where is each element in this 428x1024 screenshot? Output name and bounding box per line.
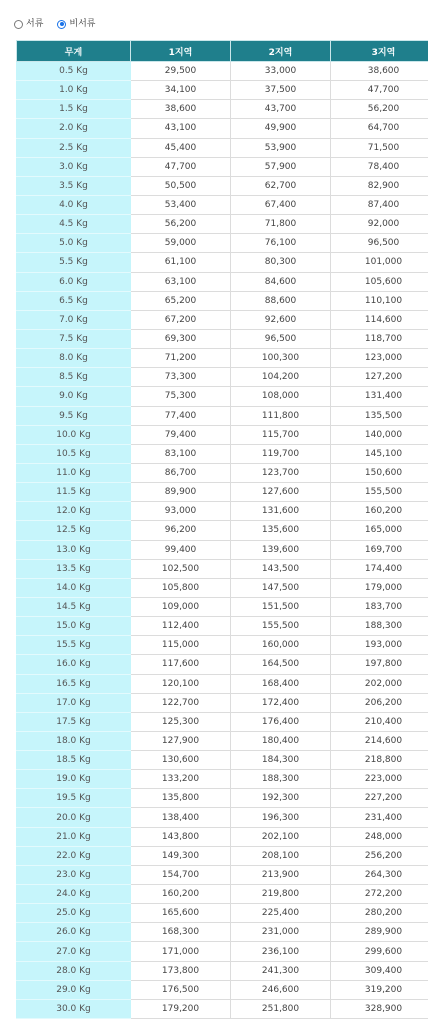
table-row	[17, 846, 428, 865]
table-row	[17, 655, 428, 674]
zone-3-rate-cell: 78,400	[331, 157, 428, 176]
zone-3-rate-cell: 183,700	[331, 597, 428, 616]
zone-1-rate-cell: 61,100	[131, 253, 231, 272]
table-row	[17, 368, 428, 387]
zone-1-rate-cell: 133,200	[131, 770, 231, 789]
weight-cell: 6.0 Kg	[17, 272, 131, 291]
zone-3-rate-cell: 264,300	[331, 865, 428, 884]
zone-1-rate-cell: 160,200	[131, 885, 231, 904]
header-zone-3: 3지역	[331, 41, 428, 62]
zone-3-rate-cell: 64,700	[331, 119, 428, 138]
zone-3-rate-cell: 110,100	[331, 291, 428, 310]
zone-1-rate-cell: 83,100	[131, 444, 231, 463]
weight-cell: 7.0 Kg	[17, 310, 131, 329]
weight-cell: 15.5 Kg	[17, 636, 131, 655]
zone-2-rate-cell: 62,700	[231, 176, 331, 195]
zone-2-rate-cell: 151,500	[231, 597, 331, 616]
zone-1-rate-cell: 171,000	[131, 942, 231, 961]
zone-3-rate-cell: 96,500	[331, 234, 428, 253]
table-row	[17, 119, 428, 138]
shipping-rate-table	[16, 40, 428, 1019]
table-row	[17, 636, 428, 655]
table-row	[17, 253, 428, 272]
zone-2-rate-cell: 172,400	[231, 693, 331, 712]
zone-2-rate-cell: 92,600	[231, 310, 331, 329]
table-row	[17, 999, 428, 1018]
zone-2-rate-cell: 111,800	[231, 406, 331, 425]
zone-3-rate-cell: 87,400	[331, 195, 428, 214]
zone-2-rate-cell: 84,600	[231, 272, 331, 291]
zone-2-rate-cell: 88,600	[231, 291, 331, 310]
table-row	[17, 980, 428, 999]
radio-documents-circle[interactable]	[14, 20, 23, 29]
zone-2-rate-cell: 53,900	[231, 138, 331, 157]
table-row	[17, 234, 428, 253]
zone-1-rate-cell: 47,700	[131, 157, 231, 176]
zone-3-rate-cell: 140,000	[331, 425, 428, 444]
table-row	[17, 176, 428, 195]
zone-3-rate-cell: 56,200	[331, 100, 428, 119]
zone-2-rate-cell: 49,900	[231, 119, 331, 138]
weight-cell: 3.5 Kg	[17, 176, 131, 195]
weight-cell: 20.0 Kg	[17, 808, 131, 827]
zone-1-rate-cell: 43,100	[131, 119, 231, 138]
zone-3-rate-cell: 150,600	[331, 463, 428, 482]
weight-cell: 21.0 Kg	[17, 827, 131, 846]
table-row	[17, 502, 428, 521]
zone-1-rate-cell: 120,100	[131, 674, 231, 693]
weight-cell: 24.0 Kg	[17, 885, 131, 904]
weight-cell: 25.0 Kg	[17, 904, 131, 923]
weight-cell: 10.5 Kg	[17, 444, 131, 463]
zone-2-rate-cell: 71,800	[231, 215, 331, 234]
radio-non-documents-circle[interactable]	[57, 20, 66, 29]
table-row	[17, 923, 428, 942]
document-type-radio-group	[14, 16, 109, 32]
weight-cell: 5.0 Kg	[17, 234, 131, 253]
weight-cell: 3.0 Kg	[17, 157, 131, 176]
table-row	[17, 215, 428, 234]
table-row	[17, 674, 428, 693]
table-row	[17, 597, 428, 616]
weight-cell: 14.5 Kg	[17, 597, 131, 616]
weight-cell: 30.0 Kg	[17, 999, 131, 1018]
weight-cell: 26.0 Kg	[17, 923, 131, 942]
zone-2-rate-cell: 123,700	[231, 463, 331, 482]
zone-1-rate-cell: 34,100	[131, 81, 231, 100]
zone-1-rate-cell: 79,400	[131, 425, 231, 444]
weight-cell: 13.5 Kg	[17, 559, 131, 578]
weight-cell: 1.0 Kg	[17, 81, 131, 100]
table-row	[17, 310, 428, 329]
zone-3-rate-cell: 38,600	[331, 62, 428, 81]
zone-2-rate-cell: 184,300	[231, 751, 331, 770]
zone-3-rate-cell: 197,800	[331, 655, 428, 674]
zone-2-rate-cell: 208,100	[231, 846, 331, 865]
zone-3-rate-cell: 280,200	[331, 904, 428, 923]
zone-3-rate-cell: 160,200	[331, 502, 428, 521]
zone-3-rate-cell: 319,200	[331, 980, 428, 999]
zone-1-rate-cell: 138,400	[131, 808, 231, 827]
zone-3-rate-cell: 131,400	[331, 387, 428, 406]
zone-3-rate-cell: 210,400	[331, 712, 428, 731]
zone-1-rate-cell: 143,800	[131, 827, 231, 846]
zone-3-rate-cell: 101,000	[331, 253, 428, 272]
zone-2-rate-cell: 225,400	[231, 904, 331, 923]
zone-2-rate-cell: 196,300	[231, 808, 331, 827]
zone-2-rate-cell: 168,400	[231, 674, 331, 693]
zone-2-rate-cell: 104,200	[231, 368, 331, 387]
zone-2-rate-cell: 155,500	[231, 617, 331, 636]
zone-1-rate-cell: 89,900	[131, 483, 231, 502]
zone-1-rate-cell: 77,400	[131, 406, 231, 425]
weight-cell: 2.5 Kg	[17, 138, 131, 157]
zone-3-rate-cell: 123,000	[331, 349, 428, 368]
weight-cell: 16.5 Kg	[17, 674, 131, 693]
zone-3-rate-cell: 127,200	[331, 368, 428, 387]
zone-1-rate-cell: 29,500	[131, 62, 231, 81]
zone-3-rate-cell: 248,000	[331, 827, 428, 846]
weight-cell: 9.5 Kg	[17, 406, 131, 425]
zone-2-rate-cell: 147,500	[231, 578, 331, 597]
zone-3-rate-cell: 47,700	[331, 81, 428, 100]
table-row	[17, 578, 428, 597]
zone-2-rate-cell: 96,500	[231, 329, 331, 348]
zone-3-rate-cell: 218,800	[331, 751, 428, 770]
weight-cell: 5.5 Kg	[17, 253, 131, 272]
table-row	[17, 693, 428, 712]
zone-2-rate-cell: 251,800	[231, 999, 331, 1018]
header-zone-1: 1지역	[131, 41, 231, 62]
table-row	[17, 885, 428, 904]
table-header-row	[17, 41, 428, 62]
radio-non-documents[interactable]	[57, 19, 95, 29]
weight-cell: 8.5 Kg	[17, 368, 131, 387]
zone-1-rate-cell: 127,900	[131, 731, 231, 750]
zone-3-rate-cell: 289,900	[331, 923, 428, 942]
zone-1-rate-cell: 149,300	[131, 846, 231, 865]
zone-2-rate-cell: 160,000	[231, 636, 331, 655]
zone-2-rate-cell: 213,900	[231, 865, 331, 884]
zone-1-rate-cell: 99,400	[131, 540, 231, 559]
zone-2-rate-cell: 246,600	[231, 980, 331, 999]
zone-1-rate-cell: 93,000	[131, 502, 231, 521]
weight-cell: 27.0 Kg	[17, 942, 131, 961]
zone-3-rate-cell: 206,200	[331, 693, 428, 712]
weight-cell: 4.5 Kg	[17, 215, 131, 234]
weight-cell: 9.0 Kg	[17, 387, 131, 406]
zone-3-rate-cell: 202,000	[331, 674, 428, 693]
header-zone-2: 2지역	[231, 41, 331, 62]
zone-1-rate-cell: 65,200	[131, 291, 231, 310]
zone-2-rate-cell: 219,800	[231, 885, 331, 904]
weight-cell: 19.0 Kg	[17, 770, 131, 789]
table-row	[17, 100, 428, 119]
zone-1-rate-cell: 154,700	[131, 865, 231, 884]
zone-3-rate-cell: 214,600	[331, 731, 428, 750]
zone-1-rate-cell: 102,500	[131, 559, 231, 578]
zone-3-rate-cell: 169,700	[331, 540, 428, 559]
weight-cell: 4.0 Kg	[17, 195, 131, 214]
weight-cell: 28.0 Kg	[17, 961, 131, 980]
table-row	[17, 712, 428, 731]
zone-1-rate-cell: 165,600	[131, 904, 231, 923]
zone-3-rate-cell: 135,500	[331, 406, 428, 425]
table-row	[17, 138, 428, 157]
zone-2-rate-cell: 135,600	[231, 521, 331, 540]
zone-1-rate-cell: 67,200	[131, 310, 231, 329]
zone-2-rate-cell: 131,600	[231, 502, 331, 521]
zone-3-rate-cell: 105,600	[331, 272, 428, 291]
weight-cell: 2.0 Kg	[17, 119, 131, 138]
zone-1-rate-cell: 112,400	[131, 617, 231, 636]
zone-2-rate-cell: 202,100	[231, 827, 331, 846]
table-row	[17, 157, 428, 176]
zone-1-rate-cell: 135,800	[131, 789, 231, 808]
zone-3-rate-cell: 193,000	[331, 636, 428, 655]
zone-2-rate-cell: 180,400	[231, 731, 331, 750]
zone-3-rate-cell: 92,000	[331, 215, 428, 234]
zone-3-rate-cell: 82,900	[331, 176, 428, 195]
weight-cell: 23.0 Kg	[17, 865, 131, 884]
table-row	[17, 808, 428, 827]
weight-cell: 19.5 Kg	[17, 789, 131, 808]
weight-cell: 17.5 Kg	[17, 712, 131, 731]
zone-3-rate-cell: 174,400	[331, 559, 428, 578]
weight-cell: 18.0 Kg	[17, 731, 131, 750]
table-row	[17, 961, 428, 980]
zone-3-rate-cell: 145,100	[331, 444, 428, 463]
radio-non-documents-label: 비서류	[69, 19, 96, 29]
table-row	[17, 751, 428, 770]
zone-1-rate-cell: 96,200	[131, 521, 231, 540]
table-row	[17, 521, 428, 540]
zone-2-rate-cell: 139,600	[231, 540, 331, 559]
weight-cell: 16.0 Kg	[17, 655, 131, 674]
table-row	[17, 904, 428, 923]
table-row	[17, 540, 428, 559]
weight-cell: 7.5 Kg	[17, 329, 131, 348]
zone-3-rate-cell: 309,400	[331, 961, 428, 980]
zone-1-rate-cell: 59,000	[131, 234, 231, 253]
zone-1-rate-cell: 86,700	[131, 463, 231, 482]
weight-cell: 17.0 Kg	[17, 693, 131, 712]
zone-2-rate-cell: 33,000	[231, 62, 331, 81]
zone-1-rate-cell: 69,300	[131, 329, 231, 348]
zone-3-rate-cell: 299,600	[331, 942, 428, 961]
zone-2-rate-cell: 115,700	[231, 425, 331, 444]
table-row	[17, 387, 428, 406]
table-row	[17, 483, 428, 502]
zone-2-rate-cell: 188,300	[231, 770, 331, 789]
zone-2-rate-cell: 176,400	[231, 712, 331, 731]
table-row	[17, 731, 428, 750]
table-row	[17, 463, 428, 482]
weight-cell: 18.5 Kg	[17, 751, 131, 770]
zone-1-rate-cell: 56,200	[131, 215, 231, 234]
zone-1-rate-cell: 109,000	[131, 597, 231, 616]
table-row	[17, 329, 428, 348]
table-body	[17, 62, 428, 1019]
zone-1-rate-cell: 105,800	[131, 578, 231, 597]
zone-2-rate-cell: 67,400	[231, 195, 331, 214]
zone-3-rate-cell: 272,200	[331, 885, 428, 904]
weight-cell: 22.0 Kg	[17, 846, 131, 865]
zone-3-rate-cell: 118,700	[331, 329, 428, 348]
table-row	[17, 827, 428, 846]
radio-documents[interactable]	[14, 19, 43, 29]
weight-cell: 8.0 Kg	[17, 349, 131, 368]
zone-1-rate-cell: 168,300	[131, 923, 231, 942]
zone-3-rate-cell: 188,300	[331, 617, 428, 636]
zone-1-rate-cell: 115,000	[131, 636, 231, 655]
zone-2-rate-cell: 37,500	[231, 81, 331, 100]
table-row	[17, 272, 428, 291]
weight-cell: 12.5 Kg	[17, 521, 131, 540]
table-row	[17, 617, 428, 636]
zone-1-rate-cell: 50,500	[131, 176, 231, 195]
zone-2-rate-cell: 108,000	[231, 387, 331, 406]
weight-cell: 29.0 Kg	[17, 980, 131, 999]
zone-2-rate-cell: 192,300	[231, 789, 331, 808]
radio-documents-label: 서류	[26, 19, 44, 29]
zone-3-rate-cell: 223,000	[331, 770, 428, 789]
zone-2-rate-cell: 80,300	[231, 253, 331, 272]
weight-cell: 13.0 Kg	[17, 540, 131, 559]
zone-1-rate-cell: 38,600	[131, 100, 231, 119]
zone-2-rate-cell: 119,700	[231, 444, 331, 463]
table-row	[17, 291, 428, 310]
zone-2-rate-cell: 43,700	[231, 100, 331, 119]
zone-1-rate-cell: 173,800	[131, 961, 231, 980]
zone-2-rate-cell: 241,300	[231, 961, 331, 980]
zone-3-rate-cell: 328,900	[331, 999, 428, 1018]
zone-1-rate-cell: 176,500	[131, 980, 231, 999]
weight-cell: 11.5 Kg	[17, 483, 131, 502]
weight-cell: 0.5 Kg	[17, 62, 131, 81]
table-row	[17, 62, 428, 81]
zone-2-rate-cell: 100,300	[231, 349, 331, 368]
zone-3-rate-cell: 179,000	[331, 578, 428, 597]
zone-1-rate-cell: 73,300	[131, 368, 231, 387]
zone-3-rate-cell: 256,200	[331, 846, 428, 865]
header-weight: 무게	[17, 41, 131, 62]
zone-2-rate-cell: 127,600	[231, 483, 331, 502]
weight-cell: 6.5 Kg	[17, 291, 131, 310]
table-row	[17, 195, 428, 214]
zone-2-rate-cell: 57,900	[231, 157, 331, 176]
table-row	[17, 942, 428, 961]
table-row	[17, 349, 428, 368]
weight-cell: 12.0 Kg	[17, 502, 131, 521]
table-row	[17, 865, 428, 884]
table-row	[17, 559, 428, 578]
zone-3-rate-cell: 231,400	[331, 808, 428, 827]
table-row	[17, 444, 428, 463]
weight-cell: 14.0 Kg	[17, 578, 131, 597]
zone-2-rate-cell: 231,000	[231, 923, 331, 942]
zone-1-rate-cell: 53,400	[131, 195, 231, 214]
zone-3-rate-cell: 114,600	[331, 310, 428, 329]
zone-2-rate-cell: 76,100	[231, 234, 331, 253]
zone-1-rate-cell: 122,700	[131, 693, 231, 712]
zone-1-rate-cell: 117,600	[131, 655, 231, 674]
weight-cell: 15.0 Kg	[17, 617, 131, 636]
zone-3-rate-cell: 71,500	[331, 138, 428, 157]
table-row	[17, 770, 428, 789]
table-row	[17, 789, 428, 808]
zone-1-rate-cell: 45,400	[131, 138, 231, 157]
zone-1-rate-cell: 75,300	[131, 387, 231, 406]
table-row	[17, 406, 428, 425]
weight-cell: 1.5 Kg	[17, 100, 131, 119]
zone-1-rate-cell: 63,100	[131, 272, 231, 291]
table-row	[17, 425, 428, 444]
zone-2-rate-cell: 143,500	[231, 559, 331, 578]
zone-3-rate-cell: 227,200	[331, 789, 428, 808]
zone-1-rate-cell: 130,600	[131, 751, 231, 770]
zone-1-rate-cell: 125,300	[131, 712, 231, 731]
zone-1-rate-cell: 179,200	[131, 999, 231, 1018]
table-row	[17, 81, 428, 100]
zone-3-rate-cell: 155,500	[331, 483, 428, 502]
zone-2-rate-cell: 164,500	[231, 655, 331, 674]
weight-cell: 11.0 Kg	[17, 463, 131, 482]
zone-2-rate-cell: 236,100	[231, 942, 331, 961]
weight-cell: 10.0 Kg	[17, 425, 131, 444]
zone-3-rate-cell: 165,000	[331, 521, 428, 540]
zone-1-rate-cell: 71,200	[131, 349, 231, 368]
